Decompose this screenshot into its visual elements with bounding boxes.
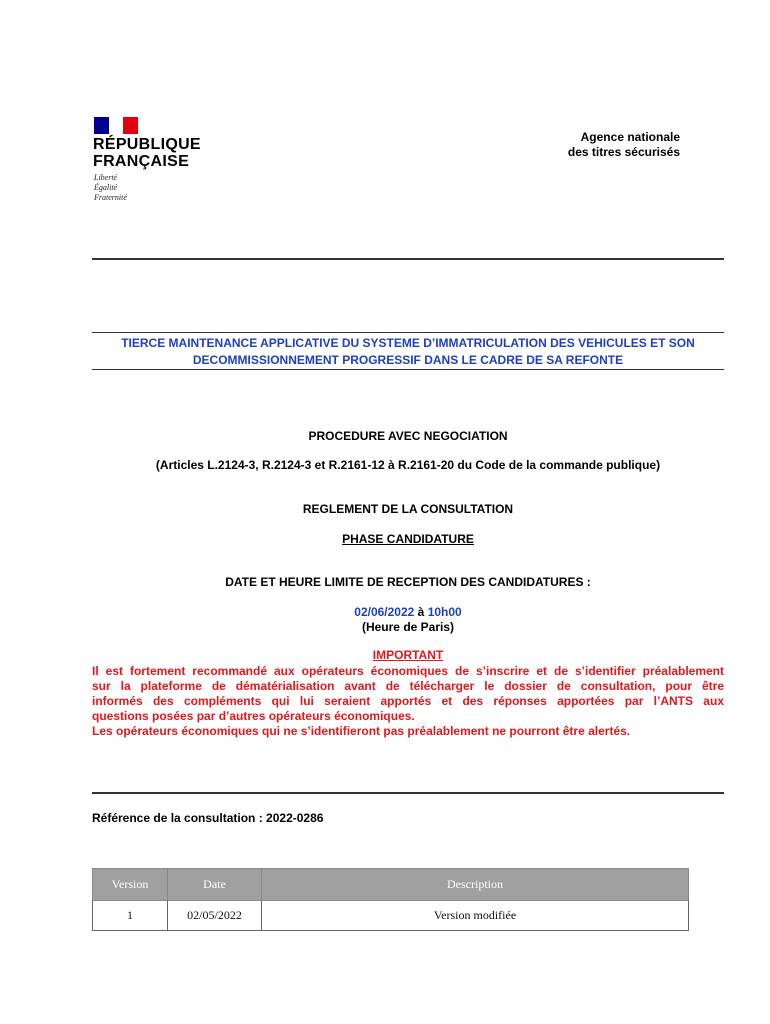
important-line-2: sur la plateforme de dématérialisation avant de télécharger le dossier de consultation, pour être (92, 679, 724, 693)
important-line-5: Les opérateurs économiques qui ne s’identifieront pas préalablement ne pourront être alertés. (92, 724, 631, 738)
header-version: Version (93, 869, 168, 901)
document-title (92, 335, 724, 369)
motto-liberte: Liberté (94, 173, 118, 182)
title-line-1: TIERCE MAINTENANCE APPLICATIVE DU SYSTEME D’IMMATRICULATION DES VEHICULES ET SON (121, 336, 695, 350)
phase-heading-wrap (92, 532, 724, 547)
important-heading-wrap (92, 648, 724, 663)
title-bottom-rule (92, 369, 724, 370)
deadline-date: 02/06/2022 (354, 605, 415, 619)
important-notice (92, 664, 724, 739)
reglement-heading: REGLEMENT DE LA CONSULTATION (302, 502, 514, 516)
articles-reference: (Articles L.2124-3, R.2124-3 et R.2161-12 à R.2161-20 du Code de la commande publique) (155, 458, 661, 472)
motto-egalite: Égalité (94, 183, 118, 192)
deadline-time: 10h00 (427, 605, 462, 619)
title-top-rule (92, 332, 724, 333)
header-date: Date (168, 869, 262, 901)
deadline-connector: à (417, 605, 425, 619)
motto-fraternite: Fraternité (94, 193, 127, 202)
deadline-heading: DATE ET HEURE LIMITE DE RECEPTION DES CANDIDATURES : (225, 575, 591, 589)
table-row (93, 901, 689, 931)
cell-description: Version modifiée (262, 901, 689, 931)
motto (94, 173, 127, 203)
phase-heading: PHASE CANDIDATURE (342, 532, 474, 546)
version-table (92, 868, 689, 931)
agency-name (520, 130, 680, 160)
important-line-1: Il est fortement recommandé aux opérateurs économiques de s’inscrire et de s’identifier préalablement (92, 664, 724, 678)
deadline-datetime (92, 605, 724, 620)
version-table-header (93, 869, 689, 901)
agency-line-1: Agence nationale (580, 130, 680, 144)
republique-francaise-logo (93, 136, 201, 170)
header-description: Description (262, 869, 689, 901)
logo-line-1: RÉPUBLIQUE (93, 136, 201, 153)
reference-divider (92, 792, 724, 794)
cell-version: 1 (93, 901, 168, 931)
procedure-heading: PROCEDURE AVEC NEGOCIATION (308, 429, 508, 443)
french-flag-icon (94, 117, 138, 134)
agency-line-2: des titres sécurisés (567, 145, 680, 159)
important-line-3: informés des compléments qui lui seraient apportés et des réponses apportées par l’ANTS aux (92, 694, 724, 708)
important-line-4: questions posées par d’autres opérateurs économiques. (92, 709, 415, 723)
logo-line-2: FRANÇAISE (93, 153, 190, 170)
consultation-reference: Référence de la consultation : 2022-0286 (92, 811, 324, 825)
header-divider (92, 258, 724, 260)
cell-date: 02/05/2022 (168, 901, 262, 931)
deadline-timezone: (Heure de Paris) (361, 620, 455, 634)
important-heading: IMPORTANT (372, 648, 444, 662)
title-line-2: DECOMMISSIONNEMENT PROGRESSIF DANS LE CADRE DE SA REFONTE (192, 353, 624, 367)
